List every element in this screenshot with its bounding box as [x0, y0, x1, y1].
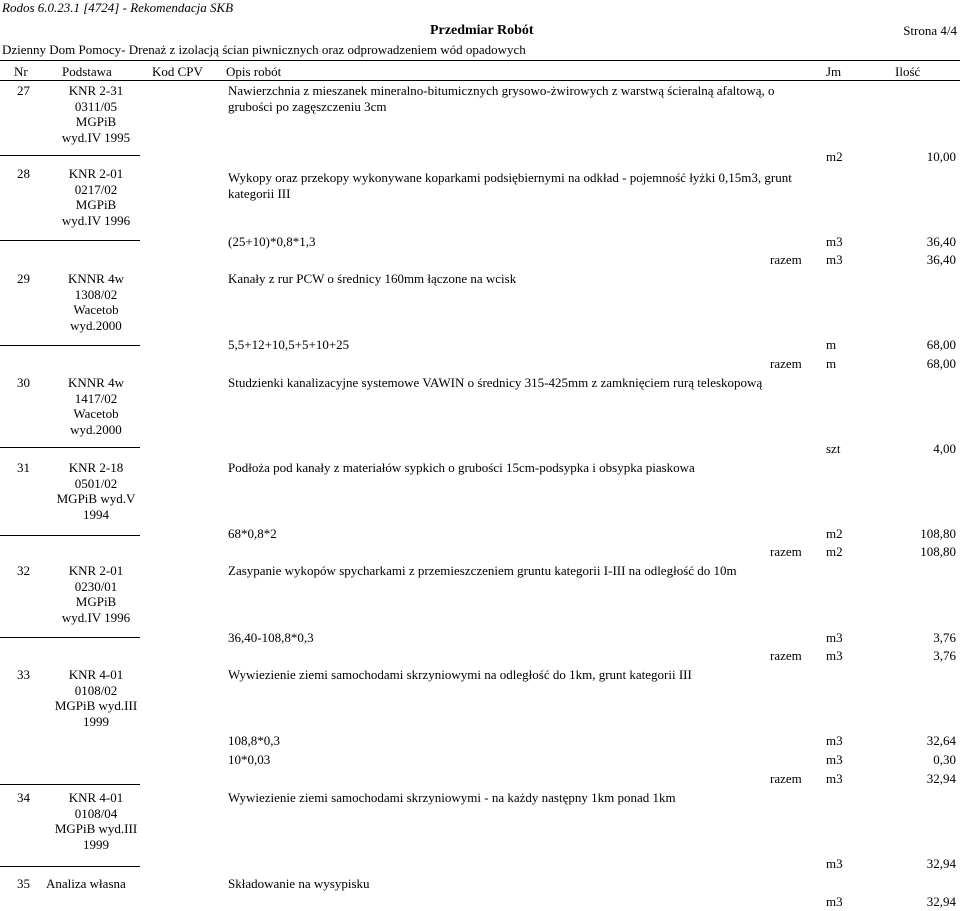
position-basis: KNR 2-31 0311/05 MGPiB wyd.IV 1995 — [61, 83, 131, 145]
position-basis: KNNR 4w 1308/02 Wacetob wyd.2000 — [68, 271, 124, 333]
total-unit: m2 — [826, 544, 843, 559]
header-top-rule — [0, 60, 960, 61]
calc-expression: 108,8*0,3 — [228, 733, 280, 748]
razem-label: razem — [770, 356, 802, 371]
calc-quantity: 0,30 — [933, 752, 956, 767]
position-description: Wykopy oraz przekopy wykonywane koparkami podsiębiernymi na odkład - pojemność łyżki 0,15m3, grunt kategorii III — [228, 170, 792, 201]
position-number: 31 — [17, 460, 30, 475]
position-basis: KNR 4-01 0108/04 MGPiB wyd.III 1999 — [54, 790, 138, 852]
calc-expression: 5,5+12+10,5+5+10+25 — [228, 337, 350, 352]
app-title: Rodos 6.0.23.1 [4724] - Rekomendacja SKB — [2, 0, 234, 15]
calc-unit: m3 — [826, 733, 843, 748]
position-basis: KNR 4-01 0108/02 MGPiB wyd.III 1999 — [54, 667, 138, 729]
total-quantity: 68,00 — [926, 356, 956, 371]
col-opis: Opis robót — [226, 64, 282, 79]
razem-label: razem — [770, 771, 802, 786]
calc-expression: 68*0,8*2 — [228, 526, 277, 541]
calc-expression: (25+10)*0,8*1,3 — [228, 234, 316, 249]
col-ilosc: Ilość — [895, 64, 921, 79]
col-kod-cpv: Kod CPV — [152, 64, 203, 79]
total-unit: m3 — [826, 252, 843, 267]
total-unit: m — [826, 356, 837, 371]
calc-quantity: 3,76 — [933, 630, 956, 645]
total-unit: m2 — [826, 149, 843, 164]
position-basis: Analiza własna — [46, 876, 126, 891]
row-separator — [0, 637, 140, 638]
calc-unit: m — [826, 337, 837, 352]
total-quantity: 108,80 — [920, 544, 956, 559]
total-quantity: 3,76 — [933, 648, 956, 663]
calc-unit: m3 — [826, 630, 843, 645]
position-description: Studzienki kanalizacyjne systemowe VAWIN o średnicy 315-425mm z zamknięciem rurą teleskopową — [228, 375, 763, 390]
calc-quantity: 108,80 — [920, 526, 956, 541]
row-separator — [0, 784, 140, 785]
position-number: 34 — [17, 790, 30, 805]
position-basis: KNR 2-18 0501/02 MGPiB wyd.V 1994 — [56, 460, 136, 522]
calc-unit: m2 — [826, 526, 843, 541]
position-number: 30 — [17, 375, 30, 390]
total-unit: m3 — [826, 771, 843, 786]
position-number: 32 — [17, 563, 30, 578]
total-quantity: 4,00 — [933, 441, 956, 456]
position-description: Wywiezienie ziemi samochodami skrzyniowymi na odległość do 1km, grunt kategorii III — [228, 667, 692, 682]
col-podstawa: Podstawa — [62, 64, 112, 79]
total-unit: m3 — [826, 648, 843, 663]
calc-unit: m3 — [826, 752, 843, 767]
total-quantity: 32,94 — [926, 771, 956, 786]
project-name: Dzienny Dom Pomocy- Drenaż z izolacją ścian piwnicznych oraz odprowadzeniem wód opadowych — [2, 42, 526, 57]
total-quantity: 10,00 — [926, 149, 956, 164]
total-unit: m3 — [826, 856, 843, 871]
row-separator — [0, 155, 140, 156]
razem-label: razem — [770, 252, 802, 267]
position-number: 27 — [17, 83, 30, 98]
page-number: Strona 4/4 — [903, 23, 957, 38]
calc-expression: 36,40-108,8*0,3 — [228, 630, 314, 645]
row-separator — [0, 240, 140, 241]
header-bottom-rule — [0, 80, 960, 81]
position-basis: KNR 2-01 0230/01 MGPiB wyd.IV 1996 — [61, 563, 131, 625]
razem-label: razem — [770, 544, 802, 559]
position-description: Nawierzchnia z mieszanek mineralno-bitumicznych grysowo-żwirowych z warstwą ścieralną afaltową, o grubości po zagęszczeniu 3cm — [228, 83, 775, 114]
total-unit: m3 — [826, 894, 843, 909]
calc-quantity: 32,64 — [926, 733, 956, 748]
calc-expression: 10*0,03 — [228, 752, 271, 767]
row-separator — [0, 535, 140, 536]
position-basis: KNR 2-01 0217/02 MGPiB wyd.IV 1996 — [61, 166, 131, 228]
razem-label: razem — [770, 648, 802, 663]
total-quantity: 32,94 — [926, 856, 956, 871]
total-unit: szt — [826, 441, 841, 456]
row-separator — [0, 345, 140, 346]
position-basis: KNNR 4w 1417/02 Wacetob wyd.2000 — [68, 375, 124, 437]
total-quantity: 36,40 — [926, 252, 956, 267]
row-separator — [0, 866, 140, 867]
calc-unit: m3 — [826, 234, 843, 249]
position-description: Kanały z rur PCW o średnicy 160mm łączone na wcisk — [228, 271, 517, 286]
position-number: 35 — [17, 876, 30, 891]
position-number: 29 — [17, 271, 30, 286]
position-description: Składowanie na wysypisku — [228, 876, 370, 891]
position-description: Podłoża pod kanały z materiałów sypkich o grubości 15cm-podsypka i obsypka piaskowa — [228, 460, 695, 475]
total-quantity: 32,94 — [926, 894, 956, 909]
row-separator — [0, 447, 140, 448]
calc-quantity: 36,40 — [926, 234, 956, 249]
col-jm: Jm — [826, 64, 842, 79]
document-title: Przedmiar Robót — [430, 23, 534, 38]
col-nr: Nr — [14, 64, 28, 79]
position-number: 33 — [17, 667, 30, 682]
position-number: 28 — [17, 166, 30, 181]
position-description: Wywiezienie ziemi samochodami skrzyniowymi - na każdy następny 1km ponad 1km — [228, 790, 676, 805]
position-description: Zasypanie wykopów spycharkami z przemieszczeniem gruntu kategorii I-III na odległość do 10m — [228, 563, 737, 578]
calc-quantity: 68,00 — [926, 337, 956, 352]
